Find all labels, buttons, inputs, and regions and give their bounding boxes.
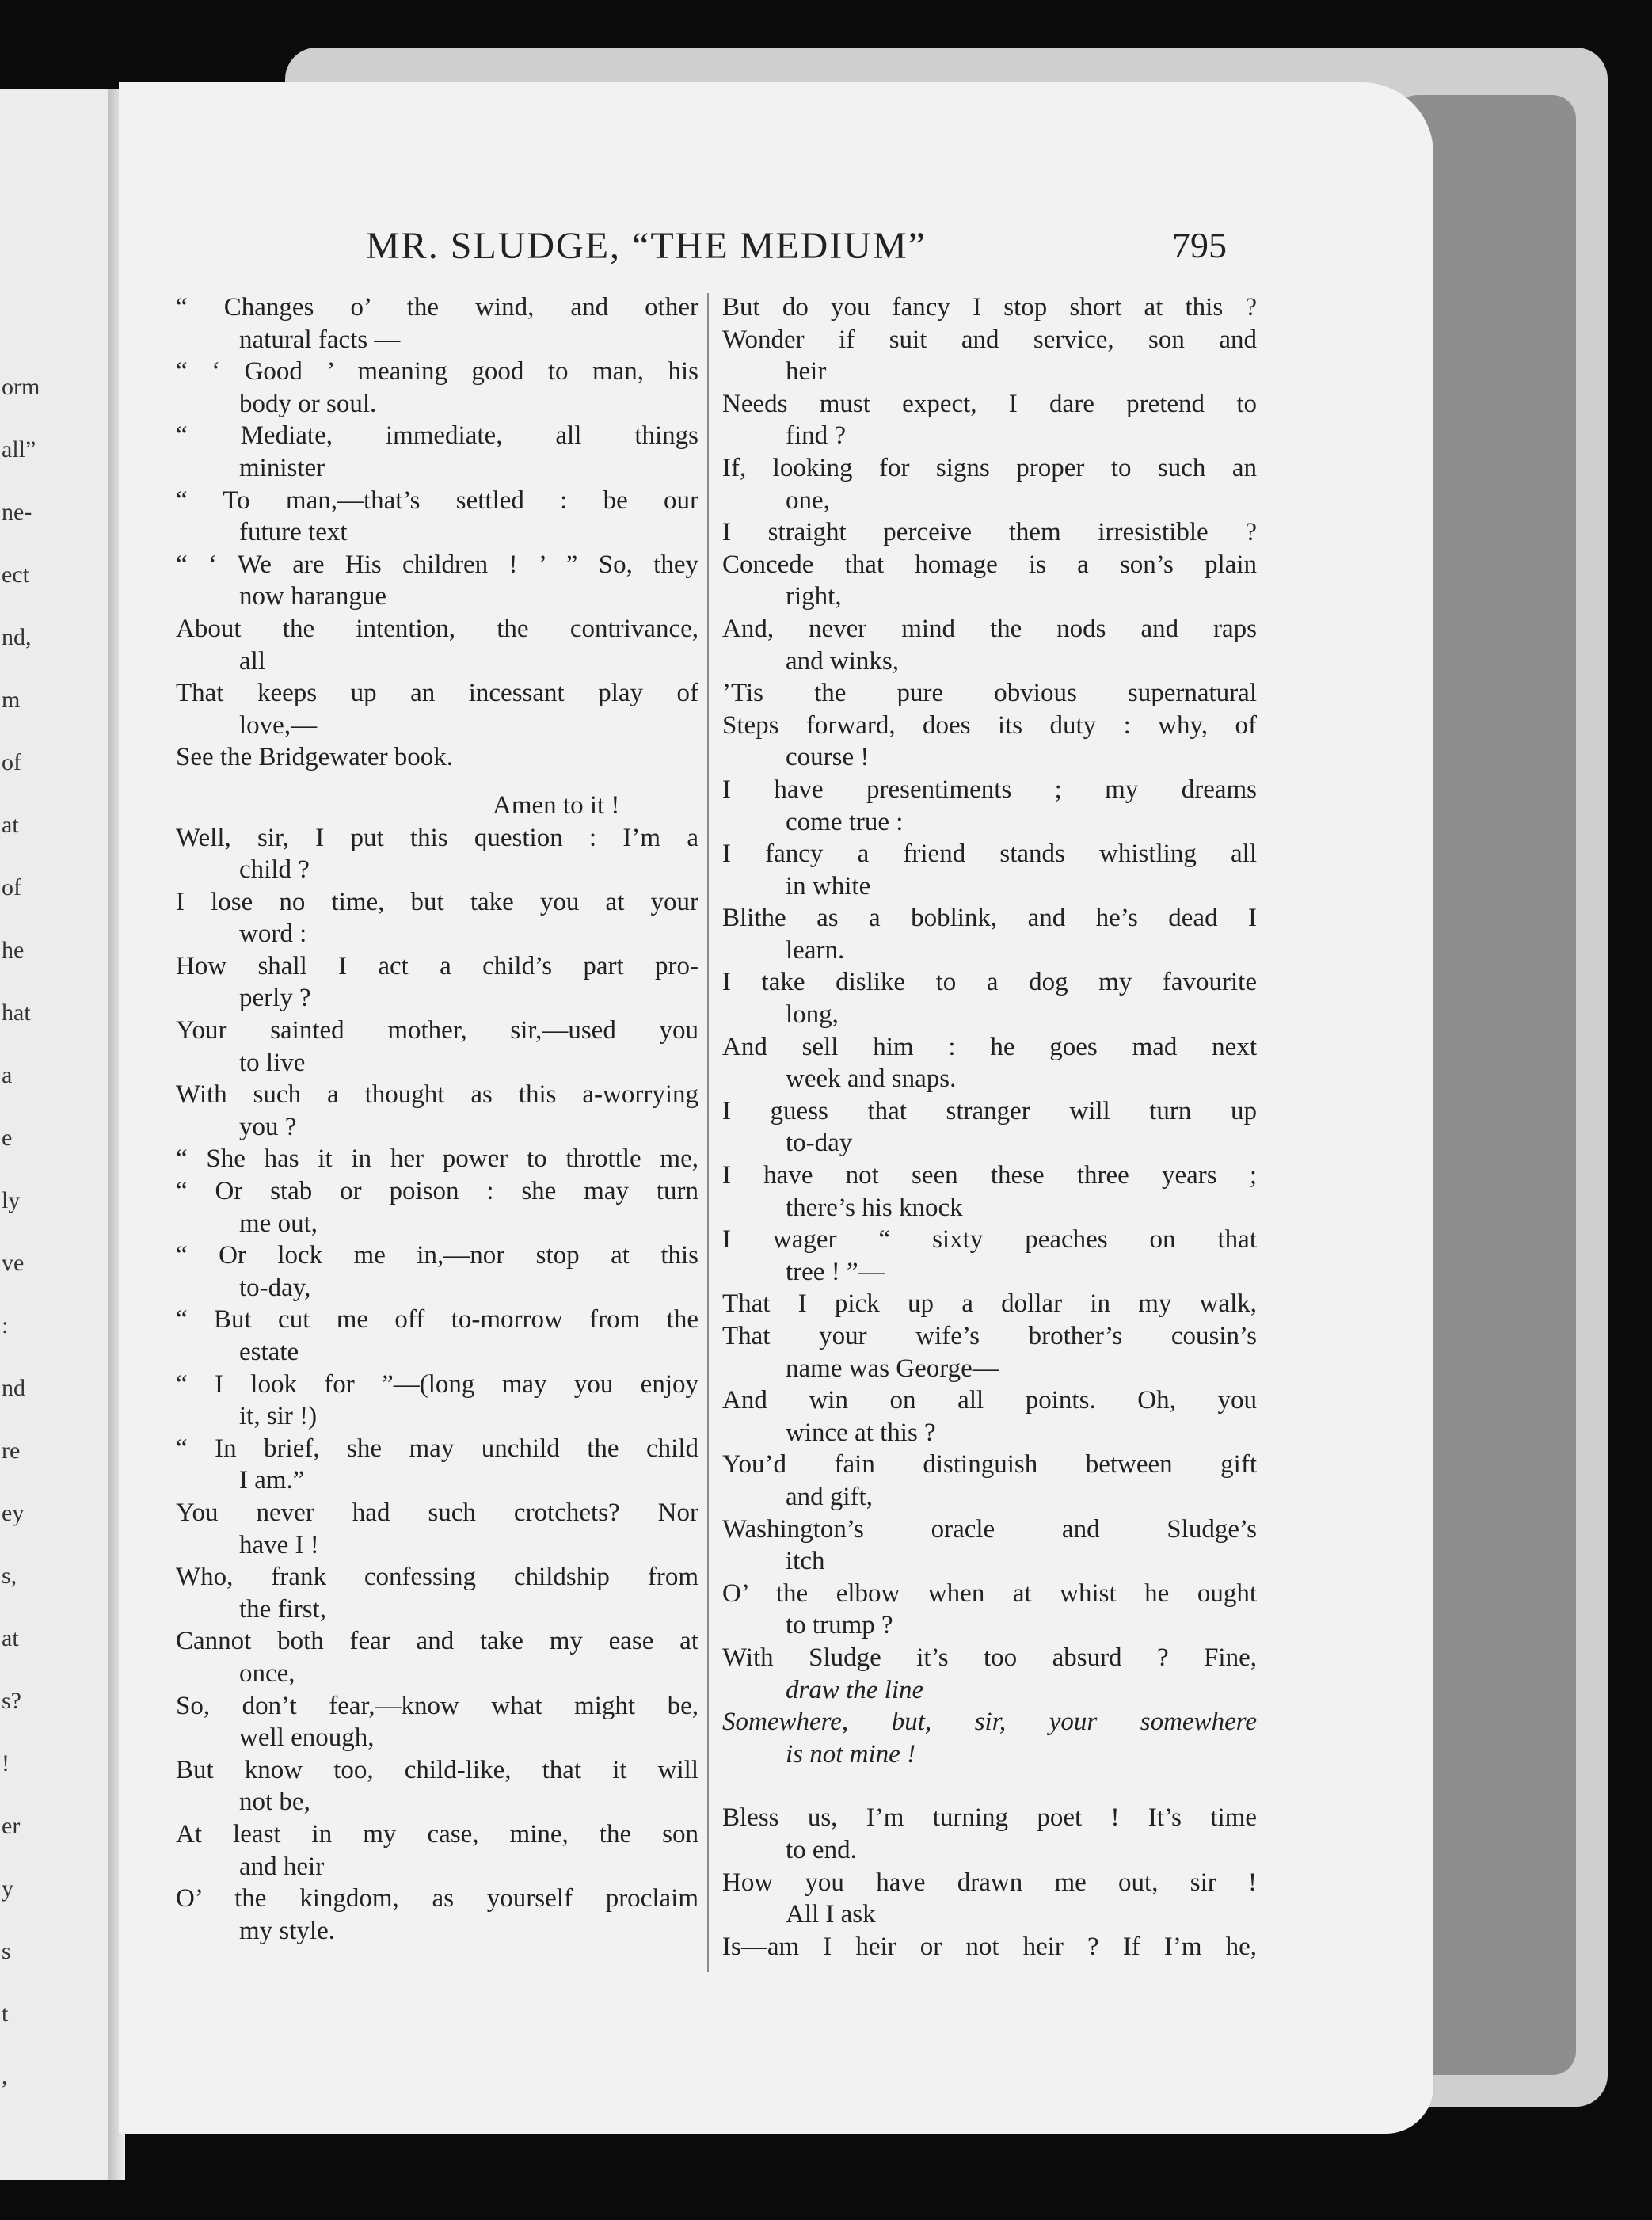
left-page-fragment: e: [2, 1125, 13, 1151]
verse-line: Concede that homage is a son’s plain: [722, 550, 1257, 579]
left-page-fragment: ,: [2, 2063, 8, 2089]
left-page-fragment: s: [2, 1938, 11, 1964]
verse-line: word :: [239, 920, 307, 949]
verse-line: love,—: [239, 710, 318, 740]
left-page-fragment: hat: [2, 1000, 31, 1026]
verse-line: O’ the kingdom, as yourself proclaim: [176, 1884, 698, 1913]
verse-line: the first,: [239, 1594, 326, 1624]
verse-line: See the Bridgewater book.: [176, 743, 454, 772]
left-page-fragment: of: [2, 749, 21, 775]
verse-line: is not mine !: [786, 1739, 916, 1769]
right-text-column: [722, 291, 1257, 1963]
verse-line: Your sainted mother, sir,—used you: [176, 1016, 698, 1045]
verse-line: to trump ?: [786, 1611, 893, 1640]
stanza-gap: [722, 1770, 1257, 1802]
verse-line: I have presentiments ; my dreams: [722, 775, 1257, 804]
left-page-fragment: ly: [2, 1187, 21, 1213]
verse-line: How you have drawn me out, sir !: [722, 1868, 1257, 1897]
verse-line: I take dislike to a dog my favourite: [722, 968, 1257, 997]
verse-line: Bless us, I’m turning poet ! It’s time: [722, 1803, 1257, 1833]
verse-line: “ She has it in her power to throttle me,: [176, 1144, 698, 1174]
verse-line: well enough,: [239, 1723, 375, 1753]
verse-line: to end.: [786, 1835, 857, 1864]
verse-line: I have not seen these three years ;: [722, 1161, 1257, 1190]
verse-line: to live: [239, 1048, 306, 1077]
left-page: [0, 89, 117, 2180]
verse-line: have I !: [239, 1530, 319, 1559]
verse-line: itch: [786, 1547, 825, 1576]
verse-line: you ?: [239, 1112, 297, 1141]
verse-line: my style.: [239, 1916, 335, 1945]
verse-line: You’d fain distinguish between gift: [722, 1450, 1257, 1479]
verse-line: long,: [786, 1000, 839, 1030]
verse-line: I fancy a friend stands whistling all: [722, 840, 1257, 869]
verse-line: But know too, child-like, that it will: [176, 1755, 698, 1784]
verse-line: Washington’s oracle and Sludge’s: [722, 1514, 1257, 1544]
verse-line: Is—am I heir or not heir ? If I’m he,: [722, 1932, 1257, 1961]
verse-line: future text: [239, 518, 348, 547]
left-page-fragment: ey: [2, 1500, 25, 1526]
verse-line: “ In brief, she may unchild the child: [176, 1434, 698, 1463]
left-page-fragment: all”: [2, 436, 36, 463]
verse-line: Well, sir, I put this question : I’m a: [176, 823, 698, 852]
left-page-fragment: ne-: [2, 499, 32, 525]
left-page-fragment: :: [2, 1312, 9, 1338]
left-text-column: [176, 291, 698, 1947]
left-page-fragment: y: [2, 1875, 13, 1902]
left-page-fragment: re: [2, 1437, 21, 1464]
running-header: MR. SLUDGE, “THE MEDIUM”: [366, 225, 927, 267]
verse-line: I am.”: [239, 1466, 305, 1495]
verse-line: And sell him : he goes mad next: [722, 1032, 1257, 1061]
verse-line: wince at this ?: [786, 1418, 936, 1447]
verse-line: Cannot both fear and take my ease at: [176, 1627, 698, 1656]
verse-line: With such a thought as this a-worrying: [176, 1080, 698, 1110]
verse-line: Blithe as a boblink, and he’s dead I: [722, 904, 1257, 933]
verse-line: once,: [239, 1658, 295, 1688]
verse-line: there’s his knock: [786, 1193, 963, 1222]
verse-line: So, don’t fear,—know what might be,: [176, 1691, 698, 1720]
verse-line: “ ‘ We are His children ! ’ ” So, they: [176, 550, 698, 579]
verse-line: But do you fancy I stop short at this ?: [722, 293, 1257, 322]
verse-line: That your wife’s brother’s cousin’s: [722, 1322, 1257, 1350]
verse-line: “ Or stab or poison : she may turn: [176, 1177, 698, 1206]
left-page-fragment: he: [2, 937, 25, 963]
verse-line: Who, frank confessing childship from: [176, 1563, 698, 1592]
verse-line: one,: [786, 486, 830, 515]
left-page-fragment: ect: [2, 562, 29, 588]
left-page-fragment: orm: [2, 374, 40, 400]
verse-line: How shall I act a child’s part pro-: [176, 951, 698, 981]
verse-line: Steps forward, does its duty : why, of: [722, 710, 1257, 740]
verse-line: Amen to it !: [493, 790, 620, 820]
verse-line: name was George—: [786, 1354, 999, 1383]
verse-line: estate: [239, 1338, 299, 1366]
verse-line: find ?: [786, 421, 847, 451]
verse-line: Wonder if suit and service, son and: [722, 325, 1257, 354]
page-number: 795: [1172, 225, 1227, 265]
verse-line: I straight perceive them irresistible ?: [722, 518, 1257, 547]
verse-line: That keeps up an incessant play of: [176, 679, 698, 708]
verse-line: right,: [786, 582, 842, 611]
verse-line: and winks,: [786, 646, 899, 676]
verse-line: draw the line: [786, 1675, 924, 1704]
verse-line: And, never mind the nods and raps: [722, 614, 1257, 643]
left-page-fragment: of: [2, 874, 21, 901]
left-page-fragment: m: [2, 687, 21, 713]
left-page-fragment: nd,: [2, 624, 32, 650]
verse-line: to-day,: [239, 1273, 311, 1302]
verse-line: Needs must expect, I dare pretend to: [722, 389, 1257, 418]
verse-line: perly ?: [239, 984, 311, 1013]
verse-line: body or soul.: [239, 389, 377, 418]
verse-line: learn.: [786, 935, 845, 965]
verse-line: heir: [786, 357, 827, 387]
verse-line: week and snaps.: [786, 1064, 957, 1094]
verse-line: “ Or lock me in,—nor stop at this: [176, 1241, 698, 1270]
verse-line: “ But cut me off to-morrow from the: [176, 1305, 698, 1335]
verse-line: and gift,: [786, 1482, 873, 1511]
verse-line: “ Mediate, immediate, all things: [176, 421, 698, 451]
verse-line: All I ask: [786, 1900, 876, 1929]
verse-line: If, looking for signs proper to such an: [722, 453, 1257, 482]
verse-line: Somewhere, but, sir, your somewhere: [722, 1708, 1257, 1737]
verse-line: course !: [786, 743, 870, 772]
verse-line: “ Changes o’ the wind, and other: [176, 293, 698, 322]
verse-line: “ ‘ Good ’ meaning good to man, his: [176, 357, 698, 387]
column-divider: [707, 293, 709, 1972]
left-page-fragment: !: [2, 1750, 10, 1776]
left-page-fragment: t: [2, 2001, 9, 2027]
left-page-fragment: s,: [2, 1563, 17, 1589]
verse-line: and heir: [239, 1852, 325, 1881]
verse-line: child ?: [239, 855, 310, 885]
left-page-fragment: at: [2, 812, 19, 838]
verse-line: it, sir !): [239, 1402, 318, 1431]
left-page-fragment: a: [2, 1062, 13, 1088]
verse-line: to-day: [786, 1129, 853, 1158]
verse-line: come true :: [786, 807, 904, 836]
verse-line: I guess that stranger will turn up: [722, 1096, 1257, 1125]
verse-line: You never had such crotchets? Nor: [176, 1498, 698, 1527]
verse-line: At least in my case, mine, the son: [176, 1819, 698, 1849]
verse-line: ’Tis the pure obvious supernatural: [722, 679, 1257, 708]
verse-line: not be,: [239, 1788, 310, 1817]
verse-line: And win on all points. Oh, you: [722, 1386, 1257, 1415]
verse-line: That I pick up a dollar in my walk,: [722, 1289, 1257, 1319]
verse-line: O’ the elbow when at whist he ought: [722, 1578, 1257, 1608]
verse-line: all: [239, 646, 265, 676]
verse-line: I lose no time, but take you at your: [176, 887, 698, 916]
verse-line: natural facts —: [239, 325, 401, 354]
left-page-fragment: nd: [2, 1375, 25, 1401]
verse-line: me out,: [239, 1209, 318, 1238]
left-page-fragment: s?: [2, 1688, 21, 1714]
verse-line: tree ! ”—: [786, 1257, 885, 1286]
left-page-fragment: at: [2, 1625, 19, 1651]
left-page-fragment: ve: [2, 1250, 25, 1276]
verse-line: About the intention, the contrivance,: [176, 614, 698, 643]
verse-line: “ I look for ”—(long may you enjoy: [176, 1369, 698, 1399]
verse-line: “ To man,—that’s settled : be our: [176, 486, 698, 515]
verse-line: in white: [786, 871, 871, 901]
verse-line: minister: [239, 453, 325, 482]
verse-line: I wager “ sixty peaches on that: [722, 1225, 1257, 1255]
verse-line: With Sludge it’s too absurd ? Fine,: [722, 1643, 1257, 1672]
verse-line: now harangue: [239, 582, 387, 611]
left-page-fragment: er: [2, 1813, 21, 1839]
